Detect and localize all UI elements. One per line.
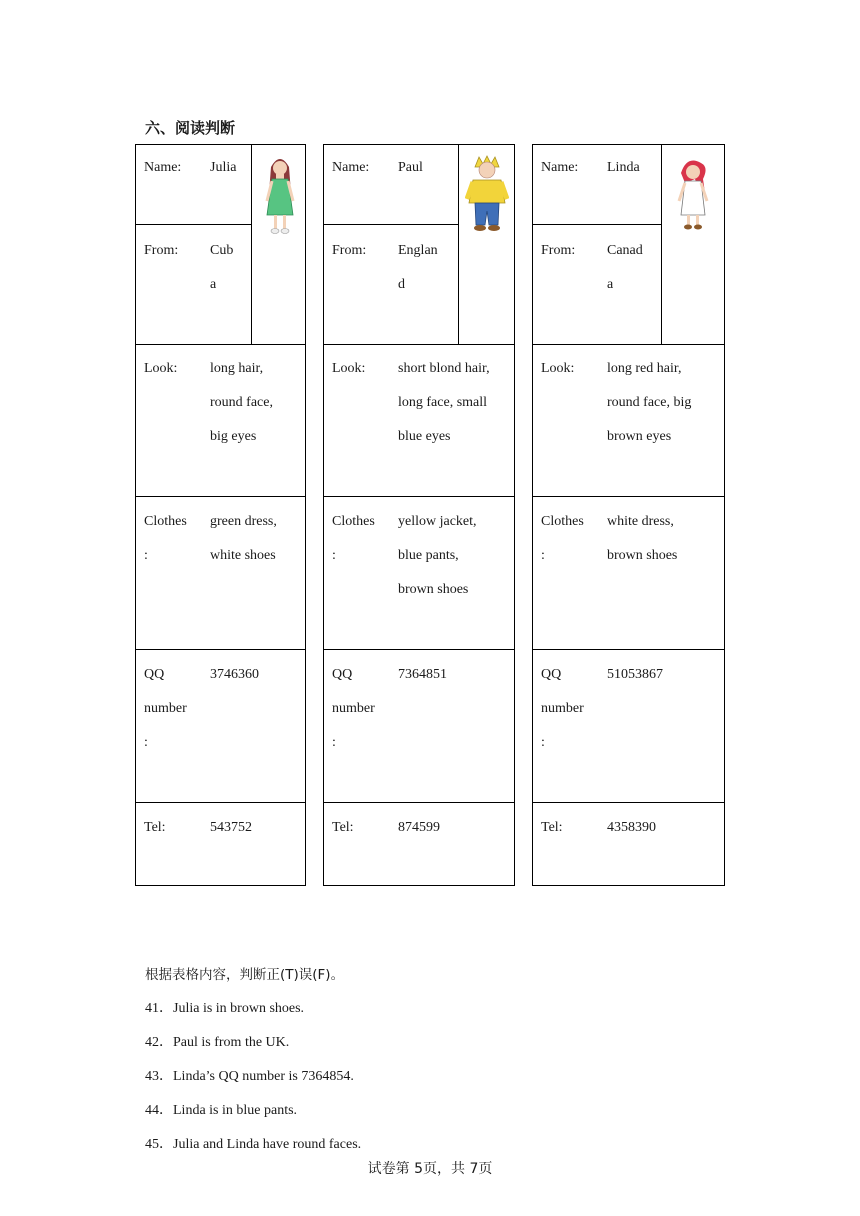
top-block [136,145,305,345]
clothes-label-line2: : [541,548,545,563]
question-45: 45．Julia and Linda have round faces. [145,1137,362,1152]
look-row [136,344,305,497]
questions-block [145,958,361,1162]
clothes-value-line3: brown shoes [398,582,469,597]
girl-red-hair-icon [673,157,713,233]
look-value-line2: round face, big [607,395,692,410]
qq-label-line1: QQ [541,667,562,682]
top-block [533,145,724,345]
tel-value: 543752 [210,820,252,835]
boy-yellow-jacket-icon [465,155,509,235]
profile-card-julia [135,144,306,886]
profile-card-linda [532,144,725,886]
profile-card-paul [323,144,515,886]
look-value-line2: long face, small [398,395,488,410]
tel-row [533,803,724,885]
clothes-value-line2: blue pants, [398,548,459,563]
from-value-line2: a [607,277,614,292]
qq-label-line2: number [144,701,187,716]
clothes-value-line1: white dress, [607,514,674,529]
question-42: 42．Paul is from the UK. [145,1035,290,1050]
name-value: Linda [607,160,640,175]
qq-label-line2: number [332,701,375,716]
name-label: Name: [541,160,579,175]
qq-label-line3: : [541,735,545,750]
look-row [324,344,514,497]
tel-row [324,803,514,885]
clothes-label-line1: Clothes [541,514,584,529]
name-label: Name: [144,160,182,175]
name-from-cell [533,145,662,344]
from-label: From: [144,243,179,258]
name-row [533,145,661,225]
from-label: From: [541,243,576,258]
look-value-line2: round face, [210,395,273,410]
question-41: 41．Julia is in brown shoes. [145,1001,305,1016]
look-label: Look: [541,361,575,376]
qq-row [533,650,724,803]
qq-value: 51053867 [607,667,663,682]
look-label: Look: [144,361,178,376]
qq-label-line1: QQ [144,667,165,682]
girl-green-dress-icon [260,153,300,237]
tel-label: Tel: [541,820,563,835]
look-value-line3: blue eyes [398,429,451,444]
clothes-row [136,497,305,650]
tel-value: 4358390 [607,820,656,835]
name-label: Name: [332,160,370,175]
clothes-row [324,497,514,650]
qq-value: 7364851 [398,667,447,682]
qq-row [324,650,514,803]
clothes-label-line2: : [332,548,336,563]
name-value: Julia [210,160,237,175]
look-value-line3: brown eyes [607,429,672,444]
qq-row [136,650,305,803]
clothes-value-line1: green dress, [210,514,277,529]
look-value-line3: big eyes [210,429,257,444]
qq-label-line2: number [541,701,584,716]
clothes-label-line2: : [144,548,148,563]
question-44: 44．Linda is in blue pants. [145,1103,298,1118]
section-title: 六、阅读判断 [145,119,236,137]
clothes-label-line1: Clothes [332,514,375,529]
from-value-line1: Englan [398,243,438,258]
clothes-value-line2: brown shoes [607,548,678,563]
name-from-cell [136,145,252,344]
tel-value: 874599 [398,820,440,835]
top-block [324,145,514,345]
from-value-line2: a [210,277,217,292]
qq-value: 3746360 [210,667,259,682]
page-footer: 试卷第 5页，共 7页 [367,1161,493,1177]
clothes-value-line1: yellow jacket, [398,514,477,529]
from-value-line1: Cub [210,243,234,258]
look-value-line1: short blond hair, [398,361,490,376]
tel-row [136,803,305,885]
look-value-line1: long hair, [210,361,264,376]
name-row [136,145,251,225]
name-from-cell [324,145,459,344]
look-label: Look: [332,361,366,376]
from-value-line1: Canad [607,243,643,258]
qq-label-line1: QQ [332,667,353,682]
qq-label-line3: : [332,735,336,750]
tel-label: Tel: [144,820,166,835]
instruction-text: 根据表格内容，判断正(T)误(F)。 [145,967,345,983]
from-label: From: [332,243,367,258]
name-value: Paul [398,160,423,175]
clothes-label-line1: Clothes [144,514,187,529]
clothes-value-line2: white shoes [210,548,276,563]
clothes-row [533,497,724,650]
qq-label-line3: : [144,735,148,750]
name-row [324,145,458,225]
look-row [533,344,724,497]
question-43: 43．Linda’s QQ number is 7364854. [145,1069,354,1084]
tel-label: Tel: [332,820,354,835]
look-value-line1: long red hair, [607,361,682,376]
from-value-line2: d [398,277,405,292]
